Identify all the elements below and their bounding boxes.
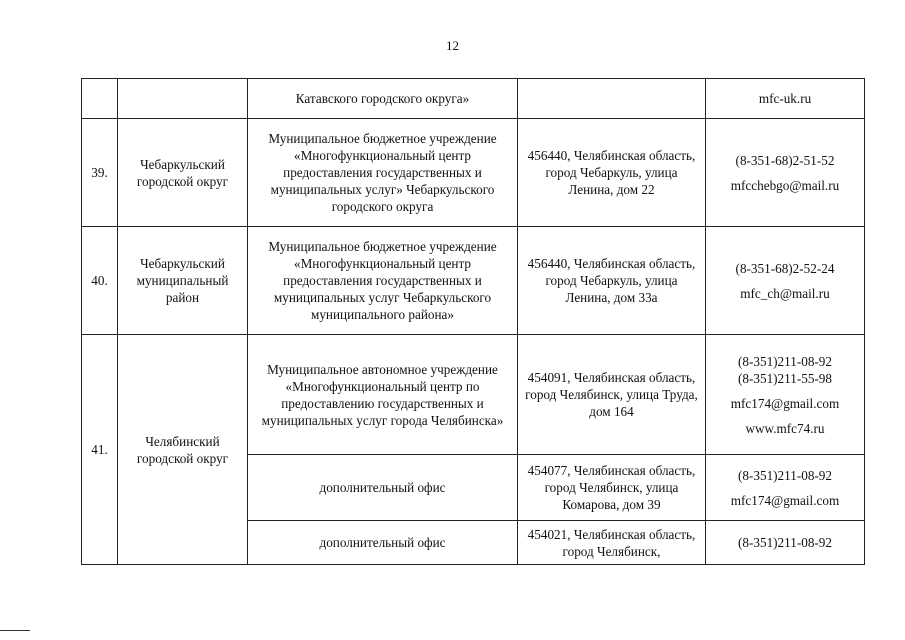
table-row — [82, 79, 865, 119]
contacts-cell — [706, 227, 865, 335]
organization-cell: дополнительный офис — [248, 521, 518, 565]
table-row — [82, 335, 865, 455]
address-cell — [518, 79, 706, 119]
contacts-cell — [706, 521, 865, 565]
address-cell: 456440, Челябинская область, город Чебаркуль, улица Ленина, дом 22 — [518, 119, 706, 227]
contacts-cell — [706, 335, 865, 455]
territory-cell: Чебаркульский городской округ — [118, 119, 248, 227]
address-cell: 454021, Челябинская область, город Челябинск, — [518, 521, 706, 565]
address-cell: 454091, Челябинская область, город Челябинск, улица Труда, дом 164 — [518, 335, 706, 455]
organization-cell: Муниципальное бюджетное учреждение «Многофункциональный центр предоставления государственных и муниципальных услуг» Чебаркульского городского округа — [248, 119, 518, 227]
contacts-cell — [706, 455, 865, 521]
address-cell: 456440, Челябинская область, город Чебаркуль, улица Ленина, дом 33а — [518, 227, 706, 335]
phone-text: (8-351)211-08-92 — [738, 353, 832, 369]
email-text: mfc_ch@mail.ru — [740, 285, 830, 301]
organization-cell: Муниципальное автономное учреждение «Многофункциональный центр по предоставлению государственных и муниципальных услуг города Челябинска» — [248, 335, 518, 455]
territory-cell — [118, 79, 248, 119]
territory-cell: Челябинский городской округ — [118, 335, 248, 565]
page-number: 12 — [446, 38, 459, 53]
mfc-table — [81, 78, 865, 565]
phone-text: (8-351-68)2-52-24 — [735, 260, 835, 276]
phone-text: (8-351-68)2-51-52 — [735, 152, 835, 168]
address-cell: 454077, Челябинская область, город Челябинск, улица Комарова, дом 39 — [518, 455, 706, 521]
page-edge-line — [0, 630, 30, 631]
website-text: www.mfc74.ru — [745, 420, 825, 436]
contacts-cell — [706, 79, 865, 119]
phone-text: (8-351)211-08-92 — [738, 467, 832, 483]
contacts-cell — [706, 119, 865, 227]
table-row — [82, 119, 865, 227]
territory-cell: Чебаркульский муниципальный район — [118, 227, 248, 335]
email-text: mfc174@gmail.com — [730, 395, 840, 411]
website-text: mfc-uk.ru — [758, 91, 812, 106]
organization-cell: Муниципальное бюджетное учреждение «Многофункциональный центр предоставления государственных и муниципальных услуг Чебаркульского муниципального района» — [248, 227, 518, 335]
email-text: mfcchebgo@mail.ru — [730, 177, 840, 193]
phone-text: (8-351)211-55-98 — [738, 370, 832, 386]
row-number: 40. — [82, 227, 118, 335]
organization-cell: Катавского городского округа» — [248, 79, 518, 119]
organization-cell: дополнительный офис — [248, 455, 518, 521]
row-number: 41. — [82, 335, 118, 565]
row-number — [82, 79, 118, 119]
phone-text: (8-351)211-08-92 — [738, 535, 832, 550]
email-text: mfc174@gmail.com — [730, 492, 840, 508]
table-row — [82, 227, 865, 335]
row-number: 39. — [82, 119, 118, 227]
